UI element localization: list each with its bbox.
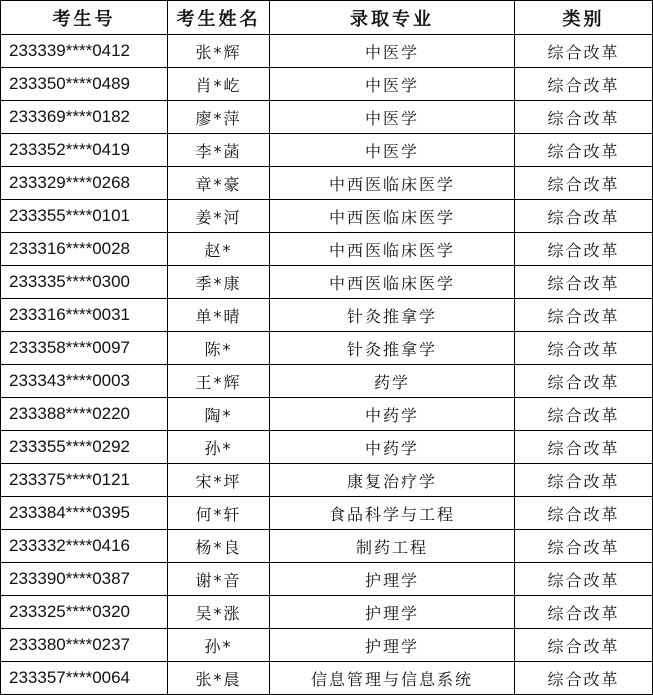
major-cell: 针灸推拿学	[270, 299, 515, 332]
category-cell: 综合改革	[515, 662, 653, 695]
category-cell: 综合改革	[515, 134, 653, 167]
category-cell: 综合改革	[515, 629, 653, 662]
category-cell: 综合改革	[515, 35, 653, 68]
student-id-cell: 233390****0387	[1, 563, 168, 596]
table-row	[1, 332, 653, 365]
student-name-cell: 陈*	[168, 332, 270, 365]
student-name-cell: 单*晴	[168, 299, 270, 332]
student-id-cell: 233339****0412	[1, 35, 168, 68]
major-cell: 中药学	[270, 431, 515, 464]
category-cell: 综合改革	[515, 332, 653, 365]
category-cell: 综合改革	[515, 101, 653, 134]
student-id-cell: 233355****0101	[1, 200, 168, 233]
table-row	[1, 365, 653, 398]
category-cell: 综合改革	[515, 266, 653, 299]
table-row	[1, 167, 653, 200]
major-cell: 药学	[270, 365, 515, 398]
major-cell: 中西医临床医学	[270, 200, 515, 233]
major-cell: 中医学	[270, 68, 515, 101]
table-row	[1, 431, 653, 464]
header-row	[1, 1, 653, 35]
student-id-cell: 233357****0064	[1, 662, 168, 695]
category-cell: 综合改革	[515, 398, 653, 431]
table-row	[1, 68, 653, 101]
student-name-cell: 姜*河	[168, 200, 270, 233]
student-id-cell: 233343****0003	[1, 365, 168, 398]
major-cell: 中西医临床医学	[270, 233, 515, 266]
student-id-cell: 233355****0292	[1, 431, 168, 464]
header-category: 类别	[515, 1, 653, 35]
major-cell: 中西医临床医学	[270, 266, 515, 299]
student-id-cell: 233329****0268	[1, 167, 168, 200]
category-cell: 综合改革	[515, 563, 653, 596]
student-name-cell: 谢*音	[168, 563, 270, 596]
table-row	[1, 101, 653, 134]
major-cell: 护理学	[270, 629, 515, 662]
category-cell: 综合改革	[515, 299, 653, 332]
category-cell: 综合改革	[515, 365, 653, 398]
major-cell: 针灸推拿学	[270, 332, 515, 365]
header-student-name: 考生姓名	[168, 1, 270, 35]
table-row	[1, 233, 653, 266]
student-name-cell: 何*轩	[168, 497, 270, 530]
table-row	[1, 134, 653, 167]
student-id-cell: 233369****0182	[1, 101, 168, 134]
student-name-cell: 肖*屹	[168, 68, 270, 101]
major-cell: 制药工程	[270, 530, 515, 563]
student-id-cell: 233384****0395	[1, 497, 168, 530]
table-row	[1, 563, 653, 596]
category-cell: 综合改革	[515, 233, 653, 266]
student-id-cell: 233352****0419	[1, 134, 168, 167]
student-name-cell: 赵*	[168, 233, 270, 266]
student-name-cell: 杨*良	[168, 530, 270, 563]
table-row	[1, 497, 653, 530]
student-id-cell: 233375****0121	[1, 464, 168, 497]
student-name-cell: 廖*萍	[168, 101, 270, 134]
student-name-cell: 吴*涨	[168, 596, 270, 629]
student-name-cell: 章*豪	[168, 167, 270, 200]
student-name-cell: 王*辉	[168, 365, 270, 398]
table-row	[1, 266, 653, 299]
student-name-cell: 张*辉	[168, 35, 270, 68]
category-cell: 综合改革	[515, 464, 653, 497]
header-student-id: 考生号	[1, 1, 168, 35]
student-name-cell: 宋*坪	[168, 464, 270, 497]
major-cell: 中医学	[270, 35, 515, 68]
student-id-cell: 233316****0028	[1, 233, 168, 266]
student-id-cell: 233332****0416	[1, 530, 168, 563]
major-cell: 中药学	[270, 398, 515, 431]
student-id-cell: 233316****0031	[1, 299, 168, 332]
major-cell: 中西医临床医学	[270, 167, 515, 200]
major-cell: 信息管理与信息系统	[270, 662, 515, 695]
category-cell: 综合改革	[515, 431, 653, 464]
student-id-cell: 233388****0220	[1, 398, 168, 431]
category-cell: 综合改革	[515, 200, 653, 233]
table-row	[1, 398, 653, 431]
major-cell: 康复治疗学	[270, 464, 515, 497]
major-cell: 中医学	[270, 134, 515, 167]
student-id-cell: 233325****0320	[1, 596, 168, 629]
student-name-cell: 孙*	[168, 629, 270, 662]
table-row	[1, 629, 653, 662]
major-cell: 中医学	[270, 101, 515, 134]
table-row	[1, 464, 653, 497]
category-cell: 综合改革	[515, 596, 653, 629]
major-cell: 护理学	[270, 563, 515, 596]
category-cell: 综合改革	[515, 497, 653, 530]
table-row	[1, 530, 653, 563]
header-major: 录取专业	[270, 1, 515, 35]
table-row	[1, 596, 653, 629]
student-id-cell: 233350****0489	[1, 68, 168, 101]
table-row	[1, 35, 653, 68]
table-row	[1, 200, 653, 233]
student-name-cell: 陶*	[168, 398, 270, 431]
table-row	[1, 299, 653, 332]
table-body	[1, 35, 653, 695]
student-id-cell: 233335****0300	[1, 266, 168, 299]
major-cell: 护理学	[270, 596, 515, 629]
student-name-cell: 季*康	[168, 266, 270, 299]
student-id-cell: 233380****0237	[1, 629, 168, 662]
student-name-cell: 孙*	[168, 431, 270, 464]
category-cell: 综合改革	[515, 530, 653, 563]
student-name-cell: 张*晨	[168, 662, 270, 695]
table-row	[1, 662, 653, 695]
category-cell: 综合改革	[515, 167, 653, 200]
category-cell: 综合改革	[515, 68, 653, 101]
student-name-cell: 李*菡	[168, 134, 270, 167]
major-cell: 食品科学与工程	[270, 497, 515, 530]
student-id-cell: 233358****0097	[1, 332, 168, 365]
